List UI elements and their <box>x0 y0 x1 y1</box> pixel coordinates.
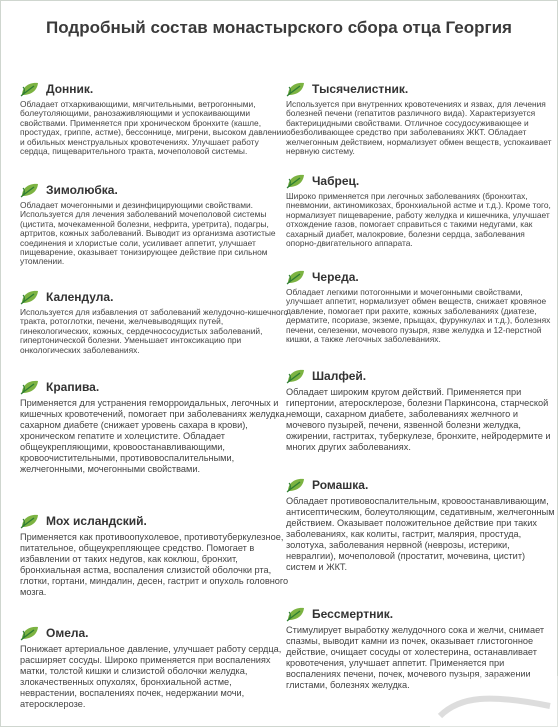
leaf-icon <box>20 182 40 198</box>
leaf-icon <box>20 81 40 97</box>
leaf-icon <box>20 379 40 395</box>
herb-description: Обладает мочегонными и дезинфицирующими свойствами. Используется для лечения заболеваний мочеполовой системы (цистита, мочекаменной болезни, нефрита, уретрита), подагры, артритов, кожных заболеваний. Выводит из организма азотистые соединения и хлористые соли, усиливает аппетит, улучшает пищеварение, оказывает тонизирующее действие при сильном утомлении. <box>20 200 276 267</box>
leaf-icon <box>286 81 306 97</box>
herb-description: Понижает артериальное давление, улучшает работу сердца, расширяет сосуды. Широко применяется при воспалениях матки, толстой кишки и слизистой оболочки желудка, злокачественных опухолях, бронхиальной астме, неврастении, воспалениях почек, недержании мочи, атеросклерозе. <box>20 644 282 709</box>
herb-card-zimolyubka <box>20 181 290 267</box>
leaf-icon <box>20 289 40 305</box>
herb-description: Применяется как противоопухолевое, противотуберкулезное, питательное, общеукрепляющее средство. Помогает в избавлении от таких недугов, как коклюш, бронхит, бронхиальная астма, воспаления слизистой оболочки рта, глотки, гортани, миндалин, десен, гастрит и опухоль головного мозга. <box>20 532 289 597</box>
leaf-icon <box>20 513 40 529</box>
herb-description: Обладает легкими потогонными и мочегонными свойствами, улучшает аппетит, нормализует обмен веществ, снижает кровяное давление, помогает при рахите, кожных заболеваниях (диатезе, дерматите, псориазе, экземе, прыщах, фурункулах и т.д.), болезнях печени, селезенки, мочевого пузыря, язве желудка и 12-перстной кишки, а также легочных заболеваниях. <box>286 287 551 345</box>
herb-description: Стимулирует выработку желудочного сока и желчи, снимает спазмы, выводит камни из почек, оказывает глистогонное действие, очищает сосуды от холестерина, останавливает кровотечения, улучшает аппетит. Применяется при воспалениях печени, почек, мочевого пузыря, заражении глистами, болезнях желудка. <box>286 625 545 690</box>
herb-name: Омела. <box>46 626 89 640</box>
herb-name: Донник. <box>46 82 94 96</box>
herb-name: Мох исландский. <box>46 514 147 528</box>
herb-card-chereda <box>286 268 556 344</box>
herb-card-shalfey <box>286 367 556 453</box>
herb-description: Используется при внутренних кровотечениях и язвах, для лечения болезней печени (гепатитов различного вида). Характеризуется бактерицидными свойствами. Отличное сосудосуживающее и обезболивающее средство при заболеваниях ЖКТ. Обладает желчегонным действием, нормализует обмен веществ, успокаивает нервную систему. <box>286 99 552 157</box>
herb-card-mokh-islandskiy <box>20 512 290 598</box>
leaf-icon <box>286 269 306 285</box>
herb-card-donnik <box>20 80 290 156</box>
herb-name: Календула. <box>46 290 114 304</box>
herb-description: Используется для избавления от заболеваний желудочно-кишечного тракта, ротоглотки, печени, желчевыводящих путей, гинекологических, кожных, сердечнососудистых заболеваний, гипертонической болезни. Уменьшает интоксикацию при онкологических заболеваниях. <box>20 307 289 355</box>
herb-card-tysyachelistnik <box>286 80 556 156</box>
herb-description: Широко применяется при легочных заболеваниях (бронхитах, пневмонии, актиномикозах, бронхиальной астме и т.д.). Кроме того, нормализует пищеварение, работу желудка и кишечника, улучшает отхождение газов, помогает справиться с такими недугами, как сахарный диабет, малокровие, болезни сердца, заболевания опорно-двигательного аппарата. <box>286 191 551 249</box>
herb-name: Шалфей. <box>312 369 367 383</box>
herb-description: Обладает отхаркивающими, мягчительными, ветрогонными, болеутоляющими, ранозаживляющими и успокаивающими свойствами. Применяется при хроническом бронхите (кашле, простудах, гриппе, астме), бессоннице, мигрени, высоком давлении и обильных менструальных кровотечениях. Улучшает работу сердца, пищеварительного тракта, мочеполовой системы. <box>20 99 287 157</box>
leaf-icon <box>286 477 306 493</box>
leaf-icon <box>286 368 306 384</box>
herb-name: Крапива. <box>46 380 100 394</box>
watermark-decoration <box>430 676 558 727</box>
herb-name: Ромашка. <box>312 478 369 492</box>
herb-name: Бессмертник. <box>312 607 394 621</box>
herb-name: Зимолюбка. <box>46 183 118 197</box>
herb-name: Череда. <box>312 270 359 284</box>
herb-name: Чабрец. <box>312 174 360 188</box>
page-title: Подробный состав монастырского сбора отца Георгия <box>46 18 512 37</box>
herb-card-omela <box>20 624 290 710</box>
herb-description: Применяется для устранения геморроидальных, легочных и кишечных кровотечений, помогает при заболеваниях желудка, сахарном диабете (снижает уровень сахара в крови), хроническом гепатите и холецистите. Обладает общеукрепляющими, кровоостанавливающими, кровоочистительными, противовоспалительными, желчегонными, мочегонными свойствами. <box>20 398 288 474</box>
leaf-icon <box>286 173 306 189</box>
herb-description: Обладает широким кругом действий. Применяется при гипертонии, атеросклерозе, болезни Паркинсона, старческой немощи, сахарном диабете, заболеваниях желчного и мочевого пузырей, печени, язвенной болезни желудка, ожирении, гастритах, туберкулезе, бронхите, нейродермите и многих других заболеваниях. <box>286 387 551 452</box>
herb-card-krapiva <box>20 378 290 475</box>
herb-card-romashka <box>286 476 556 573</box>
herb-description: Обладает противовоспалительным, кровоостанавливающим, антисептическим, болеутоляющим, седативным, желчегонным действием. Оказывает положительное действие при таких заболеваниях, как колиты, гастрит, малярия, простуда, золотуха, заболевания нервной (неврозы, истерики, невралгии), мочеполовой (простатит, мочевина, цистит) систем и ЖКТ. <box>286 496 555 572</box>
leaf-icon <box>20 625 40 641</box>
herb-card-chabrets <box>286 172 556 248</box>
herb-name: Тысячелистник. <box>312 82 409 96</box>
leaf-icon <box>286 606 306 622</box>
herb-card-kalendula <box>20 288 290 355</box>
